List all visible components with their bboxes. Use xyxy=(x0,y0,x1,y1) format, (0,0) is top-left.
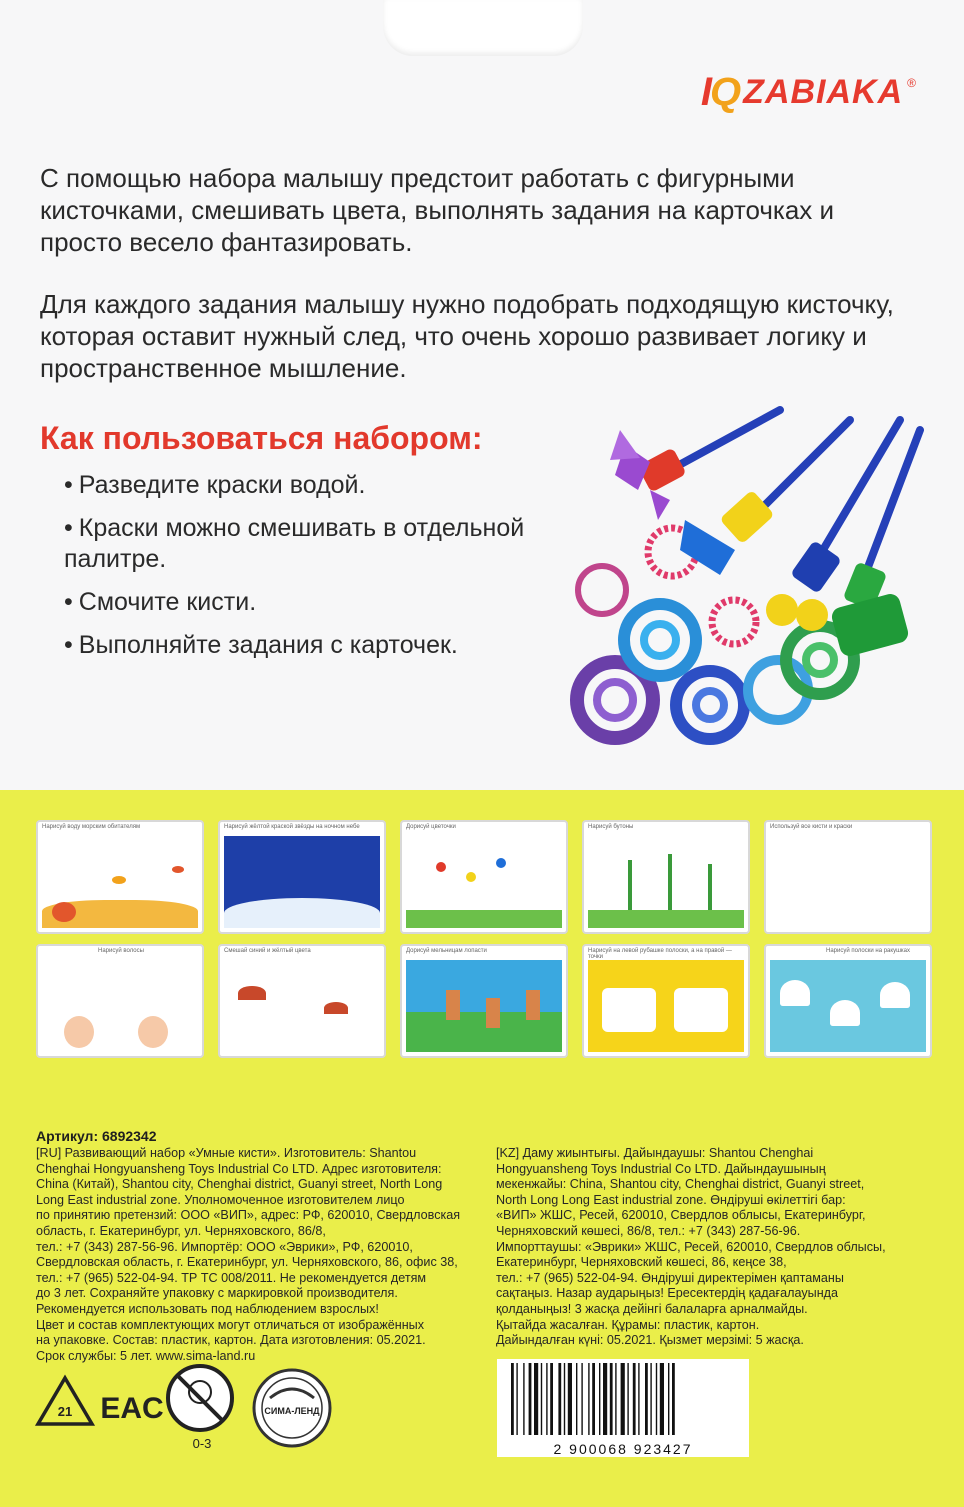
logo-iq: IQ xyxy=(700,70,740,114)
brushes-illustration xyxy=(520,400,960,780)
intro-paragraph-2: Для каждого задания малышу нужно подобрать подходящую кисточку, которая оставит нужный след, что очень хорошо развивает логику и пространственное мышление. xyxy=(40,289,894,383)
legal-line: по принятию претензий: ООО «ВИП», адрес: РФ, 620010, Свердловская xyxy=(36,1208,461,1223)
barcode-bar xyxy=(529,1363,532,1435)
activity-card-mills xyxy=(400,944,568,1058)
certification-icons xyxy=(30,1360,390,1460)
barcode-bar xyxy=(660,1363,664,1435)
howto-step: • Разведите краски водой. xyxy=(64,471,366,499)
activity-card-sea xyxy=(36,820,204,934)
barcode-bar xyxy=(550,1363,553,1435)
legal-line: сақтаңыз. Назар аударыңыз! Ересектердің қадағалауында xyxy=(496,1286,839,1301)
howto-step: • Смочите кисти. xyxy=(64,588,257,616)
hang-hole xyxy=(383,0,583,56)
activity-card-shirts xyxy=(582,944,750,1058)
barcode-bar xyxy=(650,1363,651,1435)
activity-card-hair xyxy=(36,944,204,1058)
howto-step: • Краски можно смешивать в отдельной палитре. xyxy=(64,514,525,573)
activity-card-night-sky xyxy=(218,820,386,934)
card-caption: Нарисуй полоски на ракушках xyxy=(826,948,910,954)
legal-line: Черняховский көшесі, 86/8, тел.: +7 (343) 287-56-96. xyxy=(496,1223,801,1238)
legal-line: до 3 лет. Сохраняйте упаковку с маркировкой производителя. xyxy=(36,1286,398,1301)
card-caption: Нарисуй жёлтой краской звёзды на ночном небе xyxy=(224,824,360,830)
legal-line: Chenghai Hongyuansheng Toys Industrial Co LTD. Адрес изготовителя: xyxy=(36,1161,442,1176)
barcode-bar xyxy=(656,1363,657,1435)
legal-line: тел.: +7 (343) 287-56-96. Импортёр: ООО «Эврики», РФ, 620010, xyxy=(36,1239,413,1254)
legal-line: қолданыңыз! 3 жасқа дейінгі балаларға арналмайды. xyxy=(496,1301,808,1316)
barcode-bar xyxy=(558,1363,561,1435)
legal-line: [RU] Развивающий набор «Умные кисти». Изготовитель: Shantou xyxy=(36,1146,417,1160)
barcode-bar xyxy=(546,1363,547,1435)
activity-card-mushrooms xyxy=(218,944,386,1058)
howto-step: • Выполняйте задания с карточек. xyxy=(64,631,458,659)
legal-line: область, г. Екатеринбург, ул. Черняховского, 86/8, xyxy=(36,1223,326,1238)
howto-list xyxy=(64,470,534,673)
legal-line: тел.: +7 (965) 522-04-94. Өндіруші директерімен қаптаманы xyxy=(496,1270,844,1285)
legal-line: тел.: +7 (965) 522-04-94. ТР ТС 008/2011. Не рекомендуется детям xyxy=(36,1270,427,1285)
legal-line: [KZ] Даму жиынтығы. Дайындаушы: Shantou Chenghai xyxy=(496,1146,814,1160)
barcode-bars xyxy=(497,1359,749,1439)
legal-ru xyxy=(36,1146,476,1364)
card-caption: Смешай синий и жёлтый цвета xyxy=(224,948,311,954)
legal-line: Екатеринбург, Черняховский көшесі, 86, кеңсе 38, xyxy=(496,1255,787,1270)
legal-line: Импорттаушы: «Эврики» ЖШС, Ресей, 620010, Свердлов облысы, xyxy=(496,1239,886,1254)
legal-line: Дайындалған күні: 05.2021. Қызмет мерзімі: 5 жасқа. xyxy=(496,1333,804,1348)
barcode-bar xyxy=(564,1363,565,1435)
legal-line: Рекомендуется использовать под наблюдением взрослых! xyxy=(36,1301,379,1316)
card-caption: Нарисуй волосы xyxy=(98,948,144,954)
legal-kz xyxy=(496,1146,936,1349)
card-caption: Используй все кисти и краски xyxy=(770,824,853,830)
barcode-bar xyxy=(592,1363,595,1435)
activity-card-flowers xyxy=(400,820,568,934)
age-warning-icon xyxy=(168,1366,232,1451)
legal-line: China (Китай), Shantou city, Chenghai district, Guanyi street, North Long xyxy=(36,1177,443,1192)
barcode-bar xyxy=(615,1363,616,1435)
barcode-bar xyxy=(523,1363,524,1435)
sku: Артикул: 6892342 xyxy=(36,1128,157,1144)
barcode-bar xyxy=(633,1363,636,1435)
legal-line: North Long Long East industrial zone. Өндіруші өкілеттігі бар: xyxy=(496,1192,846,1207)
legal-line: Свердловская область, г. Екатеринбург, ул. Черняховского, 86, офис 38, xyxy=(36,1255,458,1270)
barcode-bar xyxy=(672,1363,675,1435)
barcode-bar xyxy=(638,1363,639,1435)
intro-paragraph-1: С помощью набора малышу предстоит работать с фигурными кисточками, смешивать цвета, выполнять задания на карточках и просто весело фантазировать. xyxy=(40,163,835,257)
barcode-bar xyxy=(627,1363,628,1435)
legal-line: «ВИП» ЖШС, Ресей, 620010, Свердлов облысы, Екатеринбург, xyxy=(496,1208,866,1223)
legal-line: на упаковке. Состав: пластик, картон. Дата изготовления: 05.2021. xyxy=(36,1333,426,1348)
card-caption: Нарисуй на левой рубашке полоски, а на правой — точки xyxy=(588,948,732,960)
legal-line: Срок службы: 5 лет. www.sima-land.ru xyxy=(36,1348,256,1363)
barcode-bar xyxy=(576,1363,577,1435)
legal-line: Hongyuansheng Toys Industrial Co LTD. Дайындаушының xyxy=(496,1161,826,1176)
barcode-bar xyxy=(599,1363,600,1435)
barcode-bar xyxy=(568,1363,572,1435)
howto-title: Как пользоваться набором: xyxy=(40,420,483,456)
card-caption: Нарисуй бутоны xyxy=(588,824,634,830)
barcode xyxy=(497,1359,749,1457)
activity-card-buds xyxy=(582,820,750,934)
sima-land-seal-icon xyxy=(254,1370,330,1446)
barcode-bar xyxy=(668,1363,669,1435)
legal-line: Қытайда жасалған. Құрамы: пластик, картон. xyxy=(496,1317,760,1332)
legal-line: Цвет и состав комплектующих могут отличаться от изображённых xyxy=(36,1317,425,1332)
barcode-number: 2 900068 923427 xyxy=(497,1441,749,1457)
logo-word: ZABIAKA xyxy=(743,73,904,111)
activity-card-free xyxy=(764,820,932,934)
barcode-bar xyxy=(516,1363,517,1435)
eac-icon: EAC xyxy=(100,1392,164,1425)
legal-line: мекенжайы: China, Shantou city, Chenghai district, Guanyi street, xyxy=(496,1177,865,1192)
barcode-bar xyxy=(610,1363,613,1435)
barcode-bar xyxy=(541,1363,542,1435)
card-caption: Дорисуй мельницам лопасти xyxy=(406,948,487,954)
svg-text:0-3: 0-3 xyxy=(192,1436,212,1451)
barcode-bar xyxy=(603,1363,607,1435)
logo-reg: ® xyxy=(907,76,916,90)
barcode-bar xyxy=(581,1363,582,1435)
barcode-bar xyxy=(621,1363,625,1435)
recycle-icon xyxy=(38,1378,92,1424)
barcode-bar xyxy=(645,1363,648,1435)
svg-text:СИМА-ЛЕНД: СИМА-ЛЕНД xyxy=(264,1406,320,1416)
barcode-bar xyxy=(534,1363,538,1435)
octopus xyxy=(52,902,76,922)
svg-text:21: 21 xyxy=(57,1404,73,1419)
card-caption: Нарисуй воду морским обитателям xyxy=(42,824,141,830)
barcode-bar xyxy=(511,1363,514,1435)
card-caption: Дорисуй цветочки xyxy=(406,824,456,830)
activity-card-shells xyxy=(764,944,932,1058)
brand-logo xyxy=(701,70,916,115)
barcode-bar xyxy=(588,1363,589,1435)
legal-line: Long East industrial zone. Уполномоченное изготовителем лицо xyxy=(36,1192,405,1207)
